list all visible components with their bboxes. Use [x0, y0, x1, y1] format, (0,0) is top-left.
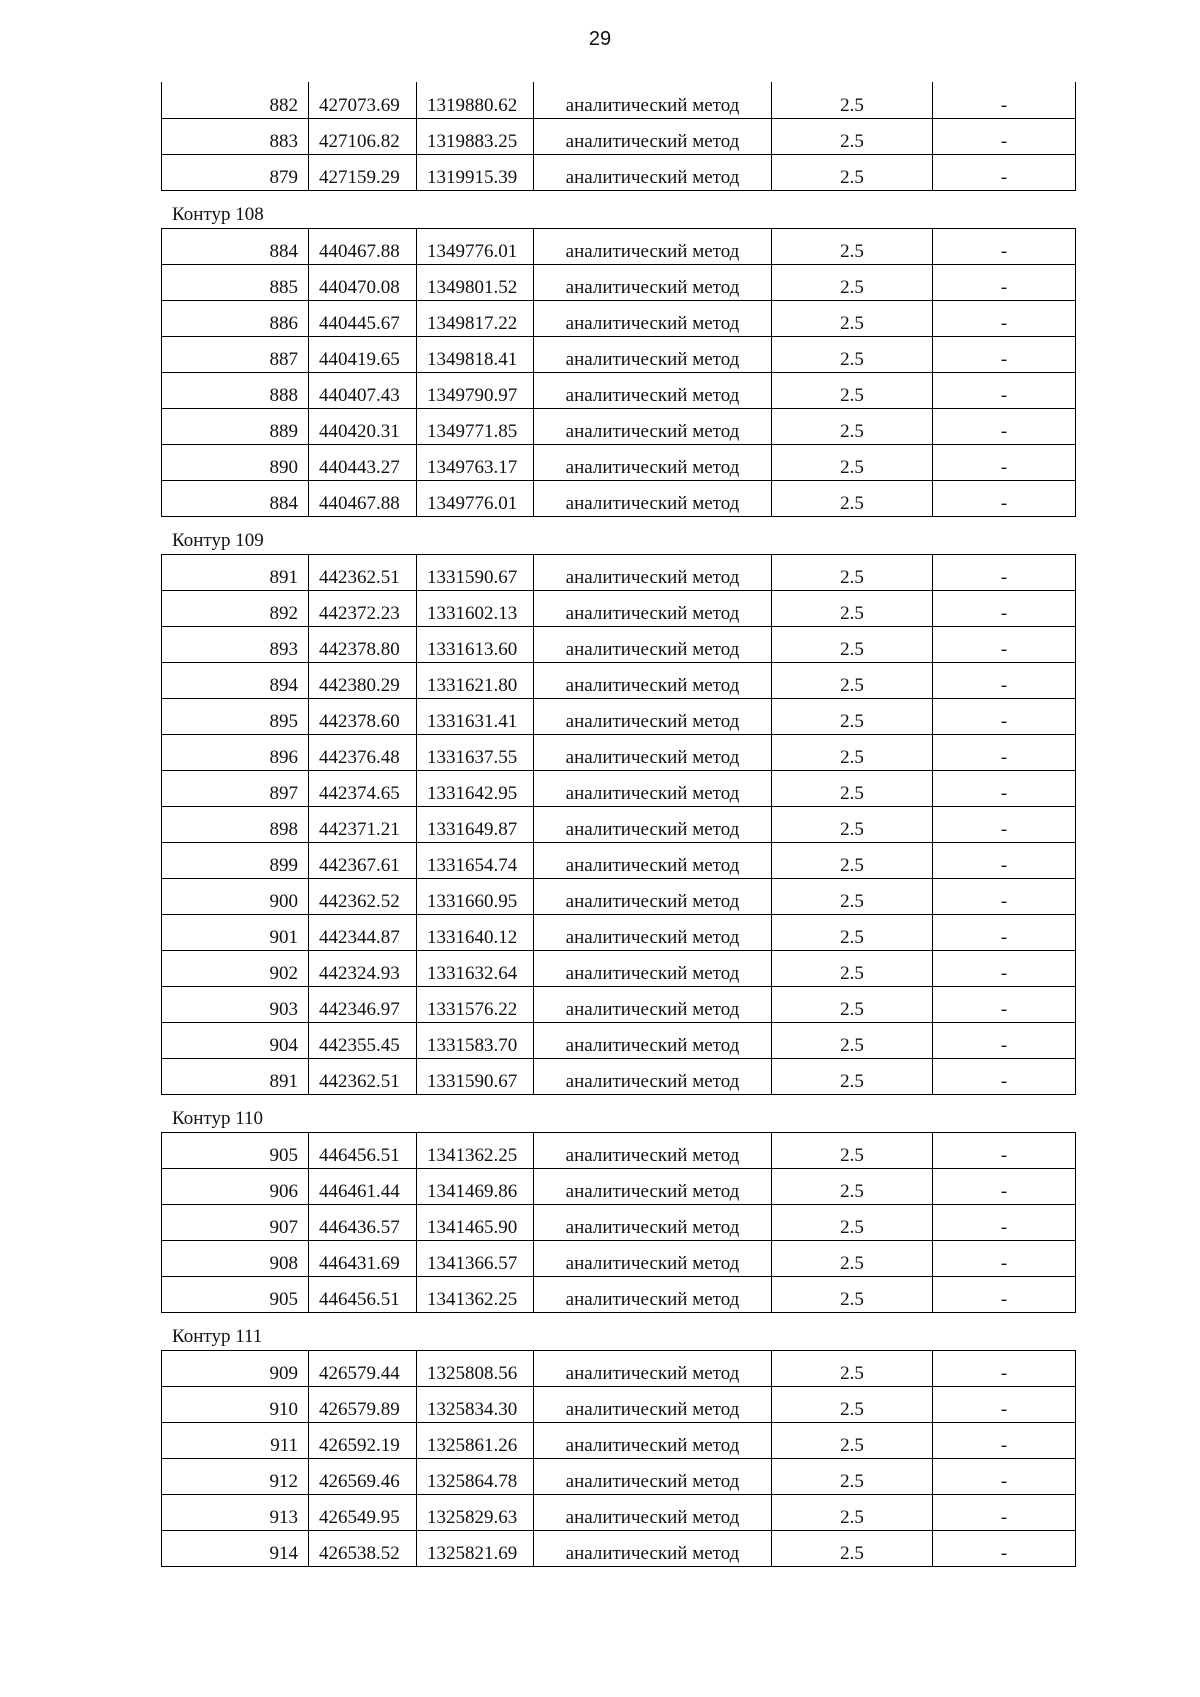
- x-coordinate-cell: 442380.29: [309, 662, 417, 698]
- table-row: [162, 336, 1076, 372]
- x-coordinate-cell: 426538.52: [309, 1530, 417, 1566]
- note-cell: -: [933, 1530, 1076, 1566]
- method-cell: аналитический метод: [534, 1350, 772, 1386]
- note-cell: -: [933, 1350, 1076, 1386]
- x-coordinate-cell: 427106.82: [309, 118, 417, 154]
- method-cell: аналитический метод: [534, 842, 772, 878]
- table-row: [162, 734, 1076, 770]
- table-row: [162, 770, 1076, 806]
- accuracy-cell: 2.5: [772, 1350, 933, 1386]
- point-number-cell: 902: [162, 950, 309, 986]
- note-cell: -: [933, 300, 1076, 336]
- point-number-cell: 882: [162, 82, 309, 118]
- point-number-cell: 888: [162, 372, 309, 408]
- table-row: [162, 1132, 1076, 1168]
- table-row: [162, 408, 1076, 444]
- method-cell: аналитический метод: [534, 1530, 772, 1566]
- method-cell: аналитический метод: [534, 770, 772, 806]
- point-number-cell: 911: [162, 1422, 309, 1458]
- table-row: [162, 914, 1076, 950]
- x-coordinate-cell: 426579.89: [309, 1386, 417, 1422]
- table-row: [162, 1240, 1076, 1276]
- note-cell: -: [933, 734, 1076, 770]
- method-cell: аналитический метод: [534, 444, 772, 480]
- table-row: [162, 842, 1076, 878]
- method-cell: аналитический метод: [534, 662, 772, 698]
- method-cell: аналитический метод: [534, 986, 772, 1022]
- method-cell: аналитический метод: [534, 626, 772, 662]
- method-cell: аналитический метод: [534, 480, 772, 516]
- coordinates-table: [161, 228, 1076, 517]
- x-coordinate-cell: 446436.57: [309, 1204, 417, 1240]
- y-coordinate-cell: 1331613.60: [417, 626, 534, 662]
- note-cell: -: [933, 878, 1076, 914]
- point-number-cell: 885: [162, 264, 309, 300]
- y-coordinate-cell: 1331583.70: [417, 1022, 534, 1058]
- table-row: [162, 1494, 1076, 1530]
- table-row: [162, 590, 1076, 626]
- accuracy-cell: 2.5: [772, 1276, 933, 1312]
- method-cell: аналитический метод: [534, 806, 772, 842]
- note-cell: -: [933, 1132, 1076, 1168]
- method-cell: аналитический метод: [534, 228, 772, 264]
- table-row: [162, 154, 1076, 190]
- y-coordinate-cell: 1331632.64: [417, 950, 534, 986]
- x-coordinate-cell: 426549.95: [309, 1494, 417, 1530]
- point-number-cell: 883: [162, 118, 309, 154]
- x-coordinate-cell: 442376.48: [309, 734, 417, 770]
- method-cell: аналитический метод: [534, 154, 772, 190]
- method-cell: аналитический метод: [534, 1240, 772, 1276]
- note-cell: -: [933, 1386, 1076, 1422]
- x-coordinate-cell: 440420.31: [309, 408, 417, 444]
- accuracy-cell: 2.5: [772, 806, 933, 842]
- accuracy-cell: 2.5: [772, 590, 933, 626]
- accuracy-cell: 2.5: [772, 554, 933, 590]
- point-number-cell: 886: [162, 300, 309, 336]
- accuracy-cell: 2.5: [772, 82, 933, 118]
- point-number-cell: 892: [162, 590, 309, 626]
- accuracy-cell: 2.5: [772, 878, 933, 914]
- point-number-cell: 910: [162, 1386, 309, 1422]
- note-cell: -: [933, 554, 1076, 590]
- table-row: [162, 698, 1076, 734]
- x-coordinate-cell: 442372.23: [309, 590, 417, 626]
- x-coordinate-cell: 426592.19: [309, 1422, 417, 1458]
- point-number-cell: 887: [162, 336, 309, 372]
- x-coordinate-cell: 442355.45: [309, 1022, 417, 1058]
- accuracy-cell: 2.5: [772, 228, 933, 264]
- method-cell: аналитический метод: [534, 878, 772, 914]
- accuracy-cell: 2.5: [772, 1530, 933, 1566]
- y-coordinate-cell: 1331649.87: [417, 806, 534, 842]
- y-coordinate-cell: 1325829.63: [417, 1494, 534, 1530]
- method-cell: аналитический метод: [534, 118, 772, 154]
- accuracy-cell: 2.5: [772, 1022, 933, 1058]
- note-cell: -: [933, 480, 1076, 516]
- note-cell: -: [933, 372, 1076, 408]
- y-coordinate-cell: 1349801.52: [417, 264, 534, 300]
- note-cell: -: [933, 1458, 1076, 1494]
- y-coordinate-cell: 1331602.13: [417, 590, 534, 626]
- accuracy-cell: 2.5: [772, 662, 933, 698]
- x-coordinate-cell: 442371.21: [309, 806, 417, 842]
- method-cell: аналитический метод: [534, 1058, 772, 1094]
- table-row: [162, 1386, 1076, 1422]
- method-cell: аналитический метод: [534, 372, 772, 408]
- y-coordinate-cell: 1331642.95: [417, 770, 534, 806]
- contour-label: Контур 109: [172, 529, 264, 551]
- x-coordinate-cell: 442362.52: [309, 878, 417, 914]
- method-cell: аналитический метод: [534, 336, 772, 372]
- table-row: [162, 878, 1076, 914]
- note-cell: -: [933, 662, 1076, 698]
- y-coordinate-cell: 1319880.62: [417, 82, 534, 118]
- note-cell: -: [933, 118, 1076, 154]
- note-cell: -: [933, 1058, 1076, 1094]
- accuracy-cell: 2.5: [772, 372, 933, 408]
- table-row: [162, 1530, 1076, 1566]
- y-coordinate-cell: 1331621.80: [417, 662, 534, 698]
- y-coordinate-cell: 1341469.86: [417, 1168, 534, 1204]
- accuracy-cell: 2.5: [772, 734, 933, 770]
- table-row: [162, 662, 1076, 698]
- y-coordinate-cell: 1341362.25: [417, 1132, 534, 1168]
- point-number-cell: 905: [162, 1132, 309, 1168]
- table-row: [162, 1422, 1076, 1458]
- point-number-cell: 912: [162, 1458, 309, 1494]
- coordinates-table: [161, 554, 1076, 1095]
- table-row: [162, 228, 1076, 264]
- note-cell: -: [933, 950, 1076, 986]
- accuracy-cell: 2.5: [772, 264, 933, 300]
- accuracy-cell: 2.5: [772, 950, 933, 986]
- y-coordinate-cell: 1325864.78: [417, 1458, 534, 1494]
- point-number-cell: 884: [162, 480, 309, 516]
- method-cell: аналитический метод: [534, 1458, 772, 1494]
- point-number-cell: 914: [162, 1530, 309, 1566]
- method-cell: аналитический метод: [534, 264, 772, 300]
- note-cell: -: [933, 842, 1076, 878]
- method-cell: аналитический метод: [534, 1276, 772, 1312]
- table-row: [162, 300, 1076, 336]
- x-coordinate-cell: 446431.69: [309, 1240, 417, 1276]
- note-cell: -: [933, 1422, 1076, 1458]
- method-cell: аналитический метод: [534, 1422, 772, 1458]
- note-cell: -: [933, 336, 1076, 372]
- note-cell: -: [933, 444, 1076, 480]
- contour-label: Контур 108: [172, 203, 264, 225]
- note-cell: -: [933, 914, 1076, 950]
- coordinates-table: [161, 1132, 1076, 1313]
- y-coordinate-cell: 1349776.01: [417, 228, 534, 264]
- point-number-cell: 905: [162, 1276, 309, 1312]
- y-coordinate-cell: 1349763.17: [417, 444, 534, 480]
- coordinates-table: [161, 82, 1076, 191]
- y-coordinate-cell: 1349818.41: [417, 336, 534, 372]
- method-cell: аналитический метод: [534, 698, 772, 734]
- note-cell: -: [933, 1240, 1076, 1276]
- point-number-cell: 899: [162, 842, 309, 878]
- y-coordinate-cell: 1331590.67: [417, 1058, 534, 1094]
- accuracy-cell: 2.5: [772, 1168, 933, 1204]
- table-row: [162, 372, 1076, 408]
- accuracy-cell: 2.5: [772, 1204, 933, 1240]
- method-cell: аналитический метод: [534, 1132, 772, 1168]
- point-number-cell: 884: [162, 228, 309, 264]
- y-coordinate-cell: 1325861.26: [417, 1422, 534, 1458]
- table-row: [162, 986, 1076, 1022]
- method-cell: аналитический метод: [534, 1494, 772, 1530]
- x-coordinate-cell: 426569.46: [309, 1458, 417, 1494]
- note-cell: -: [933, 590, 1076, 626]
- accuracy-cell: 2.5: [772, 1132, 933, 1168]
- note-cell: -: [933, 626, 1076, 662]
- y-coordinate-cell: 1349771.85: [417, 408, 534, 444]
- contour-label: Контур 110: [172, 1107, 263, 1129]
- method-cell: аналитический метод: [534, 300, 772, 336]
- accuracy-cell: 2.5: [772, 444, 933, 480]
- x-coordinate-cell: 426579.44: [309, 1350, 417, 1386]
- y-coordinate-cell: 1331637.55: [417, 734, 534, 770]
- point-number-cell: 896: [162, 734, 309, 770]
- x-coordinate-cell: 446456.51: [309, 1276, 417, 1312]
- note-cell: -: [933, 408, 1076, 444]
- y-coordinate-cell: 1319915.39: [417, 154, 534, 190]
- x-coordinate-cell: 442344.87: [309, 914, 417, 950]
- accuracy-cell: 2.5: [772, 1240, 933, 1276]
- point-number-cell: 894: [162, 662, 309, 698]
- point-number-cell: 901: [162, 914, 309, 950]
- point-number-cell: 879: [162, 154, 309, 190]
- accuracy-cell: 2.5: [772, 1494, 933, 1530]
- note-cell: -: [933, 1168, 1076, 1204]
- y-coordinate-cell: 1331640.12: [417, 914, 534, 950]
- x-coordinate-cell: 440467.88: [309, 480, 417, 516]
- point-number-cell: 890: [162, 444, 309, 480]
- note-cell: -: [933, 1204, 1076, 1240]
- y-coordinate-cell: 1331631.41: [417, 698, 534, 734]
- table-row: [162, 480, 1076, 516]
- point-number-cell: 906: [162, 1168, 309, 1204]
- accuracy-cell: 2.5: [772, 914, 933, 950]
- y-coordinate-cell: 1349776.01: [417, 480, 534, 516]
- table-row: [162, 264, 1076, 300]
- y-coordinate-cell: 1341362.25: [417, 1276, 534, 1312]
- x-coordinate-cell: 427073.69: [309, 82, 417, 118]
- method-cell: аналитический метод: [534, 590, 772, 626]
- x-coordinate-cell: 442324.93: [309, 950, 417, 986]
- table-row: [162, 626, 1076, 662]
- point-number-cell: 900: [162, 878, 309, 914]
- y-coordinate-cell: 1325821.69: [417, 1530, 534, 1566]
- accuracy-cell: 2.5: [772, 154, 933, 190]
- accuracy-cell: 2.5: [772, 118, 933, 154]
- table-row: [162, 1058, 1076, 1094]
- coordinates-table: [161, 1350, 1076, 1567]
- table-row: [162, 1276, 1076, 1312]
- method-cell: аналитический метод: [534, 914, 772, 950]
- table-row: [162, 1350, 1076, 1386]
- accuracy-cell: 2.5: [772, 770, 933, 806]
- point-number-cell: 893: [162, 626, 309, 662]
- x-coordinate-cell: 440470.08: [309, 264, 417, 300]
- accuracy-cell: 2.5: [772, 986, 933, 1022]
- table-row: [162, 1204, 1076, 1240]
- accuracy-cell: 2.5: [772, 842, 933, 878]
- note-cell: -: [933, 1494, 1076, 1530]
- accuracy-cell: 2.5: [772, 336, 933, 372]
- accuracy-cell: 2.5: [772, 1458, 933, 1494]
- table-row: [162, 1458, 1076, 1494]
- note-cell: -: [933, 806, 1076, 842]
- note-cell: -: [933, 82, 1076, 118]
- x-coordinate-cell: 427159.29: [309, 154, 417, 190]
- contour-label: Контур 111: [172, 1325, 263, 1347]
- x-coordinate-cell: 442362.51: [309, 554, 417, 590]
- point-number-cell: 909: [162, 1350, 309, 1386]
- point-number-cell: 891: [162, 554, 309, 590]
- y-coordinate-cell: 1325834.30: [417, 1386, 534, 1422]
- accuracy-cell: 2.5: [772, 408, 933, 444]
- accuracy-cell: 2.5: [772, 626, 933, 662]
- point-number-cell: 908: [162, 1240, 309, 1276]
- x-coordinate-cell: 442378.80: [309, 626, 417, 662]
- accuracy-cell: 2.5: [772, 300, 933, 336]
- point-number-cell: 897: [162, 770, 309, 806]
- x-coordinate-cell: 442346.97: [309, 986, 417, 1022]
- x-coordinate-cell: 440419.65: [309, 336, 417, 372]
- y-coordinate-cell: 1331590.67: [417, 554, 534, 590]
- table-row: [162, 118, 1076, 154]
- method-cell: аналитический метод: [534, 1168, 772, 1204]
- y-coordinate-cell: 1341366.57: [417, 1240, 534, 1276]
- accuracy-cell: 2.5: [772, 1422, 933, 1458]
- note-cell: -: [933, 698, 1076, 734]
- y-coordinate-cell: 1331576.22: [417, 986, 534, 1022]
- table-row: [162, 1022, 1076, 1058]
- point-number-cell: 891: [162, 1058, 309, 1094]
- point-number-cell: 913: [162, 1494, 309, 1530]
- y-coordinate-cell: 1349817.22: [417, 300, 534, 336]
- document-content: [161, 82, 1075, 1567]
- x-coordinate-cell: 442367.61: [309, 842, 417, 878]
- y-coordinate-cell: 1331654.74: [417, 842, 534, 878]
- page-number: 29: [588, 28, 612, 50]
- note-cell: -: [933, 770, 1076, 806]
- note-cell: -: [933, 154, 1076, 190]
- note-cell: -: [933, 264, 1076, 300]
- x-coordinate-cell: 446461.44: [309, 1168, 417, 1204]
- note-cell: -: [933, 228, 1076, 264]
- table-row: [162, 554, 1076, 590]
- accuracy-cell: 2.5: [772, 1386, 933, 1422]
- x-coordinate-cell: 446456.51: [309, 1132, 417, 1168]
- x-coordinate-cell: 440407.43: [309, 372, 417, 408]
- accuracy-cell: 2.5: [772, 480, 933, 516]
- x-coordinate-cell: 442362.51: [309, 1058, 417, 1094]
- point-number-cell: 889: [162, 408, 309, 444]
- point-number-cell: 904: [162, 1022, 309, 1058]
- method-cell: аналитический метод: [534, 1022, 772, 1058]
- y-coordinate-cell: 1341465.90: [417, 1204, 534, 1240]
- y-coordinate-cell: 1331660.95: [417, 878, 534, 914]
- note-cell: -: [933, 1276, 1076, 1312]
- note-cell: -: [933, 1022, 1076, 1058]
- table-row: [162, 950, 1076, 986]
- note-cell: -: [933, 986, 1076, 1022]
- table-row: [162, 82, 1076, 118]
- method-cell: аналитический метод: [534, 734, 772, 770]
- y-coordinate-cell: 1325808.56: [417, 1350, 534, 1386]
- method-cell: аналитический метод: [534, 408, 772, 444]
- point-number-cell: 895: [162, 698, 309, 734]
- method-cell: аналитический метод: [534, 1386, 772, 1422]
- x-coordinate-cell: 440443.27: [309, 444, 417, 480]
- x-coordinate-cell: 440445.67: [309, 300, 417, 336]
- y-coordinate-cell: 1349790.97: [417, 372, 534, 408]
- x-coordinate-cell: 442374.65: [309, 770, 417, 806]
- table-row: [162, 1168, 1076, 1204]
- method-cell: аналитический метод: [534, 950, 772, 986]
- accuracy-cell: 2.5: [772, 1058, 933, 1094]
- method-cell: аналитический метод: [534, 1204, 772, 1240]
- method-cell: аналитический метод: [534, 82, 772, 118]
- point-number-cell: 898: [162, 806, 309, 842]
- table-row: [162, 806, 1076, 842]
- x-coordinate-cell: 442378.60: [309, 698, 417, 734]
- point-number-cell: 907: [162, 1204, 309, 1240]
- accuracy-cell: 2.5: [772, 698, 933, 734]
- x-coordinate-cell: 440467.88: [309, 228, 417, 264]
- method-cell: аналитический метод: [534, 554, 772, 590]
- point-number-cell: 903: [162, 986, 309, 1022]
- y-coordinate-cell: 1319883.25: [417, 118, 534, 154]
- table-row: [162, 444, 1076, 480]
